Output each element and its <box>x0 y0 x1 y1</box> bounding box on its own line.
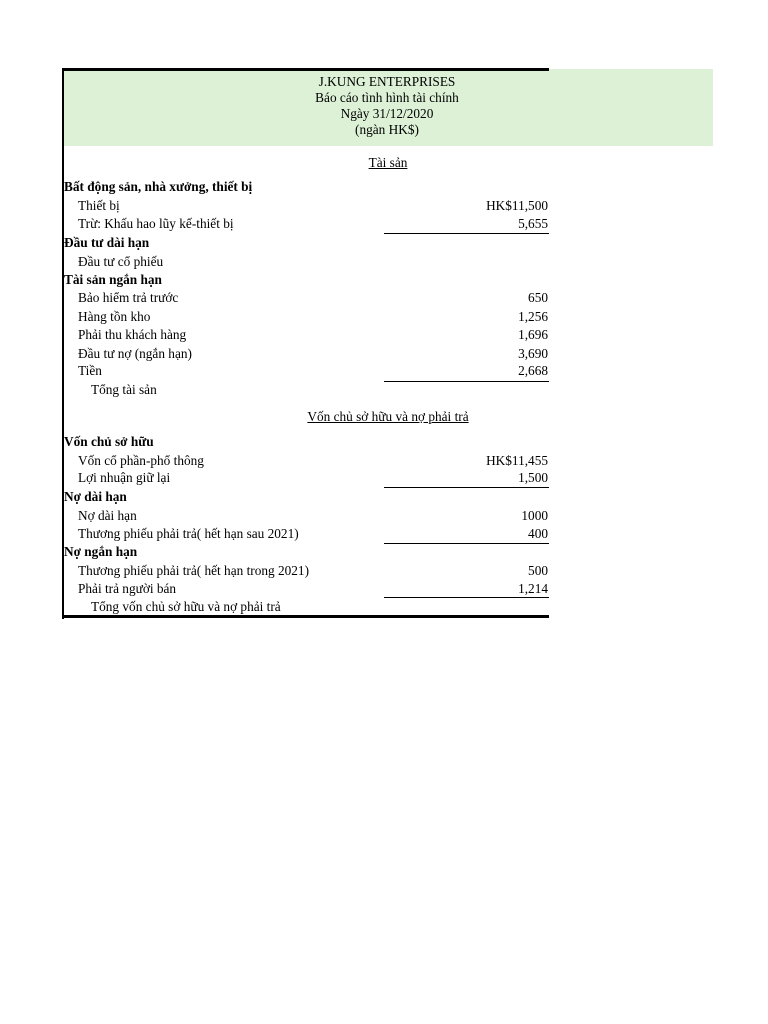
list-item <box>64 469 549 487</box>
stock-investment-row <box>64 253 549 271</box>
current-asset-value: 3,690 <box>518 346 548 361</box>
current-liabilities-heading: Nợ ngắn hạn <box>64 544 138 559</box>
equity-heading: Vốn chủ sở hữu <box>64 434 154 449</box>
list-item <box>64 326 549 344</box>
current-asset-label: Tiền <box>78 363 102 378</box>
report-header <box>63 74 711 138</box>
current-asset-label: Bảo hiểm trả trước <box>78 290 179 305</box>
current-asset-label: Hàng tồn kho <box>78 309 151 324</box>
list-item <box>64 507 549 525</box>
depreciation-value: 5,655 <box>518 216 548 231</box>
current-asset-value: 1,256 <box>518 309 548 324</box>
list-item <box>64 308 549 326</box>
report-unit: (ngàn HK$) <box>355 122 419 137</box>
current-asset-label: Đầu tư nợ (ngắn hạn) <box>78 346 192 361</box>
list-item <box>64 580 549 598</box>
lt-investments-heading-row <box>64 234 549 252</box>
report-date: Ngày 31/12/2020 <box>340 106 434 121</box>
list-item <box>64 525 549 543</box>
equity-heading-row <box>64 433 549 451</box>
total-assets-row <box>64 381 549 399</box>
current-liabilities-heading-row <box>64 543 549 561</box>
equity-item-value: HK$11,455 <box>486 453 548 468</box>
equity-item-label: Vốn cổ phần-phổ thông <box>78 453 204 468</box>
equity-item-value: 1,500 <box>518 470 548 485</box>
list-item <box>64 362 549 380</box>
list-item <box>64 345 549 363</box>
company-name: J.KUNG ENTERPRISES <box>318 74 456 89</box>
equity-item-label: Lợi nhuận giữ lại <box>78 470 171 485</box>
list-item <box>64 562 549 580</box>
current-asset-value: 1,696 <box>518 327 548 342</box>
lt-liability-label: Thương phiếu phải trả( hết hạn sau 2021) <box>78 526 299 541</box>
current-asset-value: 2,668 <box>518 363 548 378</box>
depreciation-label: Trừ: Khấu hao lũy kế-thiết bị <box>78 216 234 231</box>
lt-liability-label: Nợ dài hạn <box>78 508 137 523</box>
equipment-row <box>64 197 549 215</box>
table-border-top <box>63 68 549 71</box>
total-assets-label: Tổng tài sản <box>91 382 157 397</box>
current-asset-label: Phải thu khách hàng <box>78 327 187 342</box>
ppe-heading: Bất động sản, nhà xưởng, thiết bị <box>64 179 253 194</box>
lt-liabilities-heading-row <box>64 488 549 506</box>
lt-liability-value: 1000 <box>521 508 548 523</box>
total-equity-liabilities-label: Tổng vốn chủ sở hữu và nợ phải trả <box>91 599 281 614</box>
current-liability-label: Thương phiếu phải trả( hết hạn trong 2021) <box>78 563 309 578</box>
depreciation-row <box>64 215 549 233</box>
lt-liability-value: 400 <box>528 526 548 541</box>
lt-investments-heading: Đầu tư dài hạn <box>64 235 150 250</box>
current-liability-value: 1,214 <box>518 581 548 596</box>
current-asset-value: 650 <box>528 290 548 305</box>
current-liability-label: Phải trả người bán <box>78 581 177 596</box>
current-liability-value: 500 <box>528 563 548 578</box>
lt-liabilities-heading: Nợ dài hạn <box>64 489 127 504</box>
total-equity-liabilities-row <box>64 598 549 616</box>
current-assets-heading: Tài sản ngắn hạn <box>64 272 162 287</box>
report-title: Báo cáo tình hình tài chính <box>315 90 459 105</box>
list-item <box>64 289 549 307</box>
assets-section-title: Tài sản <box>368 155 408 170</box>
equipment-label: Thiết bị <box>78 198 120 213</box>
ppe-heading-row <box>64 178 549 196</box>
stock-investment-label: Đầu tư cổ phiếu <box>78 254 164 269</box>
equipment-value: HK$11,500 <box>486 198 548 213</box>
list-item <box>64 452 549 470</box>
equity-liabilities-section-title: Vốn chủ sở hữu và nợ phải trả <box>307 409 469 424</box>
current-assets-heading-row <box>64 271 549 289</box>
